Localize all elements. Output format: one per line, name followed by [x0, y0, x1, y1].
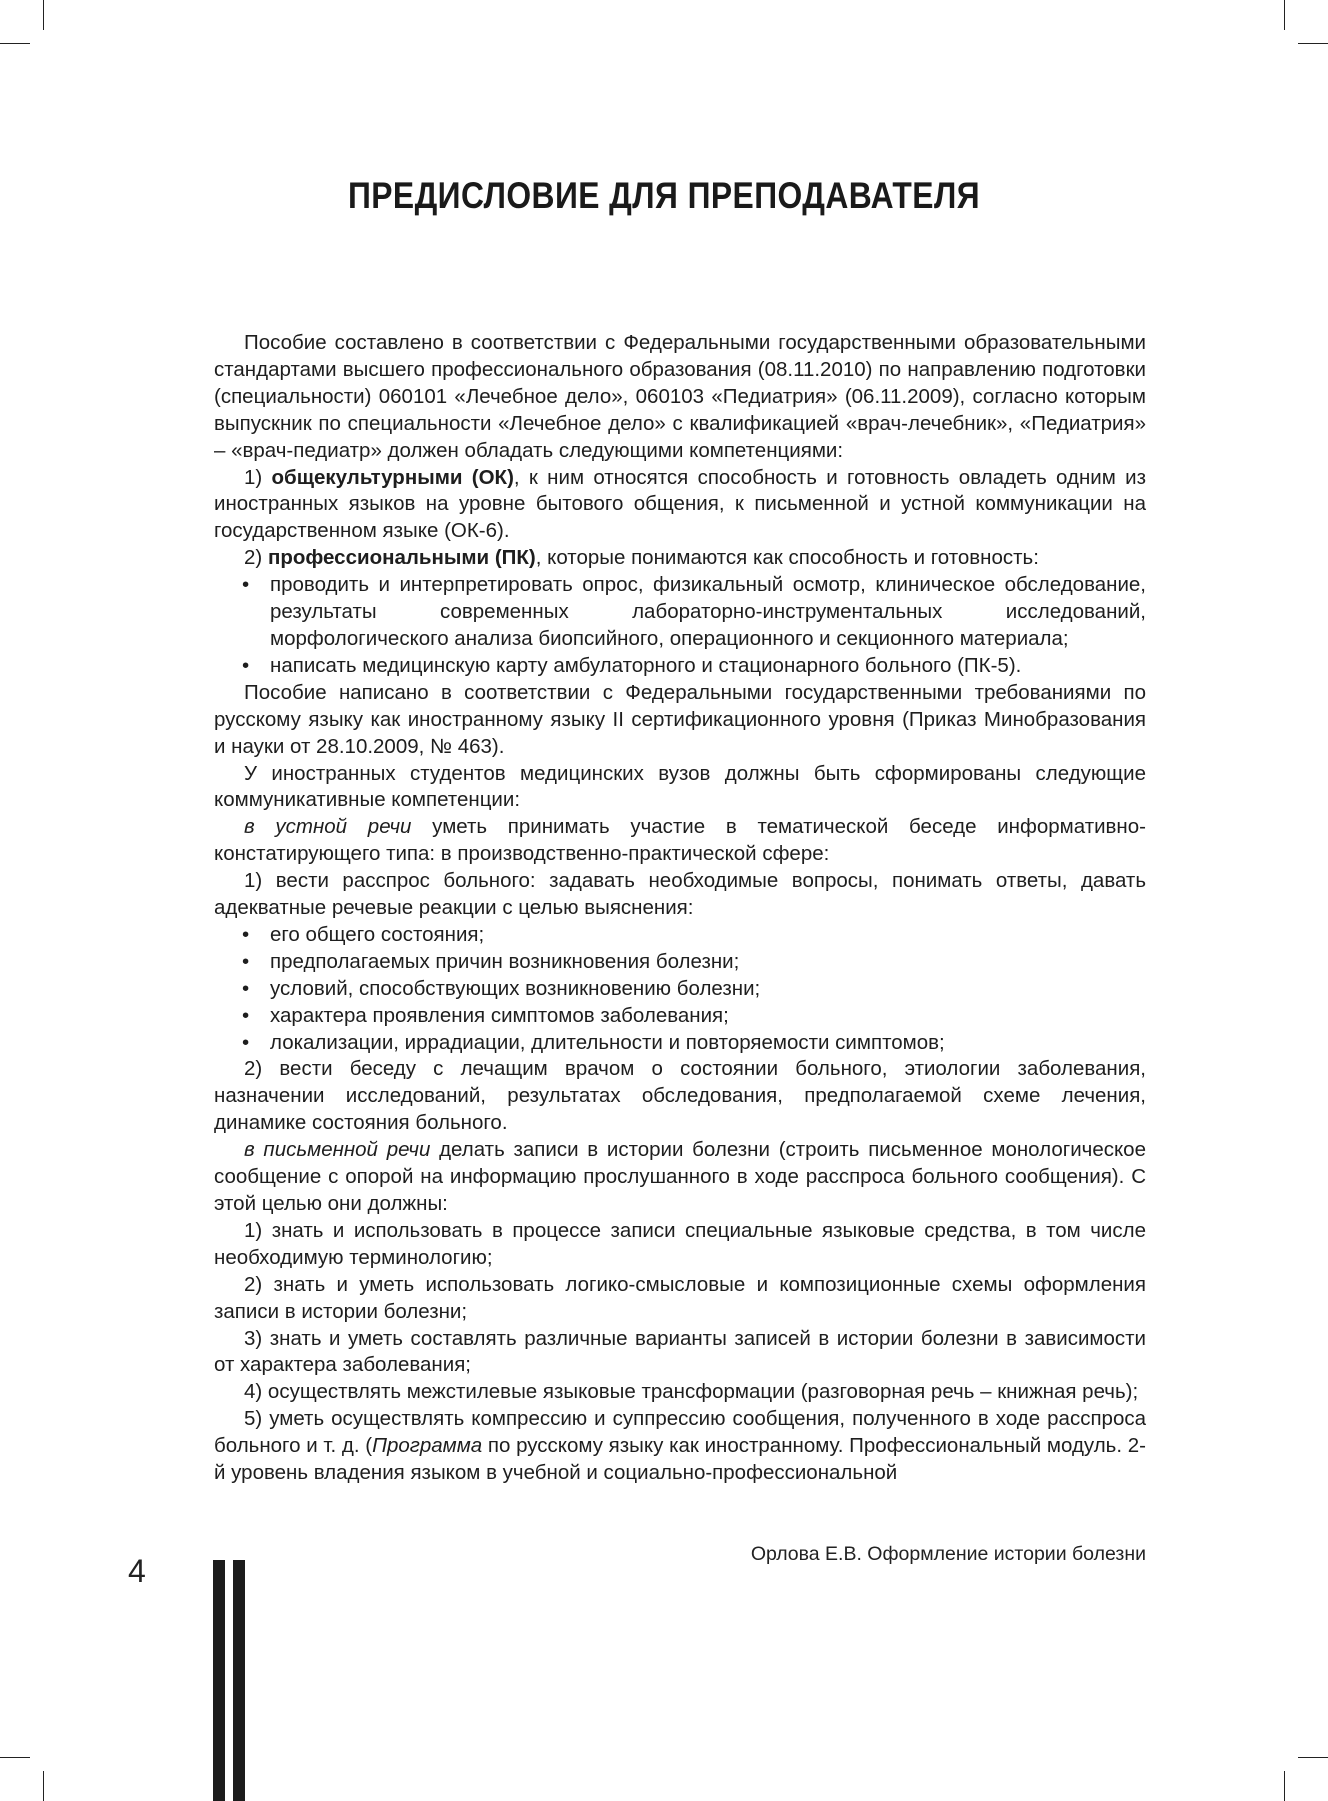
bullet-icon: •: [242, 1003, 250, 1027]
crop-mark: [1284, 0, 1285, 30]
list-number: 2): [244, 546, 268, 570]
body-text: [214, 330, 1146, 1487]
crop-mark: [1298, 1757, 1328, 1758]
bullet-icon: •: [242, 949, 250, 973]
paragraph: Пособие написано в соответствии с Федеральными государственными требованиями по русскому языку как иностранному языку II сертификационного уровня (Приказ Минобразования и науки от 28.10.2009, № 463).: [214, 680, 1146, 758]
paragraph: 1) вести расспрос больного: задавать необходимые вопросы, понимать ответы, давать адекватные речевые реакции с целью выяснения:: [214, 869, 1146, 920]
paragraph-text: 5) уметь осуществлять компрессию и суппрессию сообщения, полученного в ходе расспроса больного и т. д. (: [214, 1407, 1146, 1458]
list-item: [214, 1030, 1146, 1057]
list-item-text: написать медицинскую карту амбулаторного и стационарного больного (ПК-5).: [270, 653, 1022, 677]
list-item: [214, 1003, 1146, 1030]
bold-term: профессиональными (ПК): [267, 546, 536, 570]
paragraph: 3) знать и уметь составлять различные варианты записей в истории болезни в зависимости от характера заболевания;: [214, 1326, 1146, 1377]
bullet-icon: •: [242, 976, 250, 1000]
list-item-text: локализации, иррадиации, длительности и повторяемости симптомов;: [270, 1030, 945, 1054]
list-item: [214, 572, 1146, 653]
bullet-icon: •: [242, 653, 250, 677]
paragraph-text: , к ним относятся способность и готовность овладеть одним из иностранных языков на уровне бытового общения, к письменной и устной коммуникации на государственном языке (ОК-6).: [214, 465, 1146, 543]
paragraph-text: уметь принимать участие в тематической беседе информативно-констатирующего типа: в производственно-практической сфере:: [214, 815, 1146, 866]
italic-term: Программа: [372, 1434, 483, 1458]
paragraph: [214, 1137, 1146, 1218]
crop-mark: [43, 1771, 44, 1801]
crop-mark: [0, 1757, 30, 1758]
list-item: [214, 949, 1146, 976]
crop-mark: [1284, 1771, 1285, 1801]
paragraph: 1) знать и использовать в процессе записи специальные языковые средства, в том числе необходимую терминологию;: [214, 1218, 1146, 1269]
list-item-text: характера проявления симптомов заболевания;: [270, 1003, 729, 1027]
paragraph-text: по русскому языку как иностранному. Профессиональный модуль. 2-й уровень владения языком в учебной и социально-профессиональной: [214, 1434, 1146, 1485]
list-item-text: проводить и интерпретировать опрос, физикальный осмотр, клиническое обследование, результаты современных лабораторно-инструментальных исследований, морфологического анализа биопсийного, операционного и секционного материала;: [270, 573, 1146, 650]
list-item-text: его общего состояния;: [270, 922, 485, 946]
paragraph: [214, 545, 1146, 572]
bullet-list: [214, 572, 1146, 680]
paragraph: [214, 1406, 1146, 1487]
decorative-bar: [213, 1560, 225, 1801]
paragraph: Пособие составлено в соответствии с Федеральными государственными образовательными стандартами высшего профессионального образования (08.11.2010) по направлению подготовки (специальности) 060101 «Лечебное дело», 060103 «Педиатрия» (06.11.2009), согласно которым выпускник по специальности «Лечебное дело» с квалификацией «врач-лечебник», «Педиатрия» – «врач-педиатр» должен обладать следующими компетенциями:: [214, 331, 1146, 462]
list-item: [214, 653, 1146, 680]
bold-term: общекультурными (ОК): [271, 465, 514, 489]
list-item-text: предполагаемых причин возникновения болезни;: [270, 949, 740, 973]
italic-term: в устной речи: [244, 815, 412, 839]
running-title: Орлова Е.В. Оформление истории болезни: [750, 1543, 1146, 1565]
paragraph-text: , которые понимаются как способность и готовность:: [535, 546, 1039, 570]
paragraph: 2) знать и уметь использовать логико-смысловые и композиционные схемы оформления записи в истории болезни;: [214, 1272, 1146, 1323]
bullet-icon: •: [242, 922, 250, 946]
paragraph: 2) вести беседу с лечащим врачом о состоянии больного, этиологии заболевания, назначении исследований, результатах обследования, предполагаемой схеме лечения, динамике состояния больного.: [214, 1057, 1146, 1135]
list-item-text: условий, способствующих возникновению болезни;: [270, 976, 761, 1000]
paragraph: У иностранных студентов медицинских вузов должны быть сформированы следующие коммуникативные компетенции:: [214, 761, 1146, 812]
paragraph: [214, 465, 1146, 546]
list-number: 1): [244, 465, 272, 489]
list-item: [214, 976, 1146, 1003]
list-item: [214, 922, 1146, 949]
crop-mark: [0, 43, 30, 44]
paragraph: 4) осуществлять межстилевые языковые трансформации (разговорная речь – книжная речь);: [244, 1380, 1139, 1404]
paragraph: [214, 814, 1146, 868]
page-number: 4: [128, 1553, 146, 1589]
bullet-icon: •: [242, 573, 250, 597]
page-title: ПРЕДИСЛОВИЕ ДЛЯ ПРЕПОДАВАТЕЛЯ: [347, 175, 981, 216]
crop-mark: [1298, 43, 1328, 44]
bullet-list: [214, 922, 1146, 1057]
paragraph-text: делать записи в истории болезни (строить письменное монологическое сообщение с опорой на информацию прослушанного в ходе расспроса больного сообщения). С этой целью они должны:: [214, 1138, 1146, 1215]
bullet-icon: •: [242, 1030, 250, 1054]
decorative-bar: [233, 1560, 245, 1801]
crop-mark: [43, 0, 44, 30]
italic-term: в письменной речи: [244, 1138, 431, 1162]
